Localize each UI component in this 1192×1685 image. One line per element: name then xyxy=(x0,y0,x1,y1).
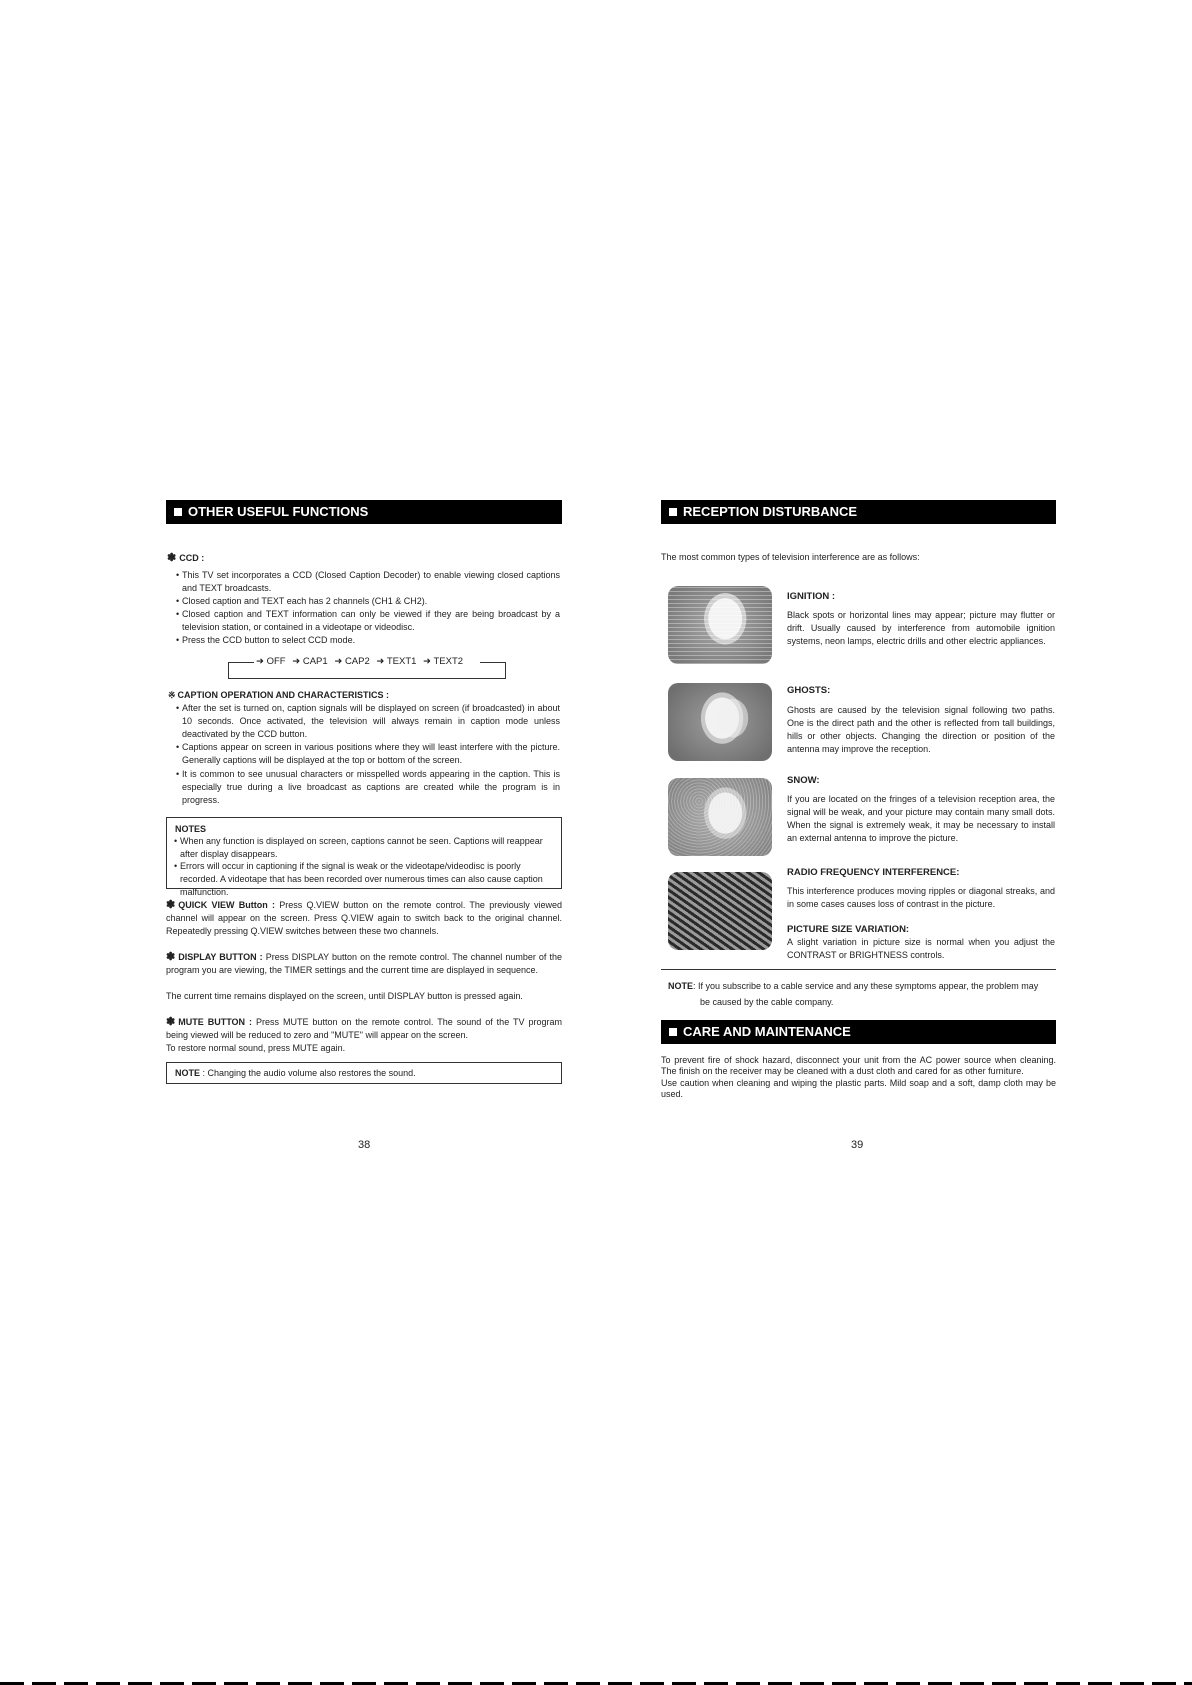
caption-title: ※ CAPTION OPERATION AND CHARACTERISTICS : xyxy=(168,690,390,700)
ghosts-title: GHOSTS: xyxy=(787,685,831,696)
notes-item-1: • When any function is displayed on screen, captions cannot be seen. Captions will reappear after display disappears. xyxy=(180,835,550,861)
mode-text1: TEXT1 xyxy=(386,656,417,667)
cycle-top-line-left xyxy=(228,662,254,663)
care-text-2: Use caution when cleaning and wiping the plastic parts. Mild soap and a soft, damp cloth may be used. xyxy=(661,1078,1056,1099)
ignition-text: Black spots or horizontal lines may appear; picture may flutter or drift. Usually caused by interference from automobile ignition systems, neon lamps, electric drills and other electric appliances. xyxy=(787,610,1055,646)
ccd-bullet-2: • Closed caption and TEXT each has 2 channels (CH1 & CH2). xyxy=(182,595,560,608)
ccd-bullet-1: • This TV set incorporates a CCD (Closed Caption Decoder) to enable viewing closed captions and TEXT broadcasts. xyxy=(182,569,560,595)
picture-size-text: A slight variation in picture size is normal when you adjust the CONTRAST or BRIGHTNESS controls. xyxy=(787,937,1055,960)
snow-photo xyxy=(668,778,772,856)
ignition-title: IGNITION : xyxy=(787,591,836,602)
arrow-right-icon: ➜ xyxy=(292,656,301,667)
care-text-1: To prevent fire of shock hazard, disconnect your unit from the AC power source when cleaning. The finish on the receiver may be cleaned with a dust cloth and cared for as other furniture. xyxy=(661,1055,1056,1076)
notes-box xyxy=(166,817,562,897)
quick-view-paragraph: ✽ QUICK VIEW Button : Press Q.VIEW button on the remote control. The previously viewed channel will appear on the screen. Press Q.VIEW again to switch back to the original channel. Repeatedly pressing Q.VIEW switches between these two channels. xyxy=(166,899,562,936)
ghosts-text: Ghosts are caused by the television signal following two paths. One is the direct path and the other is reflected from tall buildings, hills or other objects. Changing the direction or position of the antenna may improve the reception. xyxy=(787,705,1055,754)
ccd-bullet-3: • Closed caption and TEXT information can only be viewed if they are being broadcast by a television station, or contained in a videotape or videodisc. xyxy=(182,608,560,634)
mode-cap2: CAP2 xyxy=(344,656,370,667)
section-header-care: CARE AND MAINTENANCE xyxy=(661,1020,1056,1044)
reference-mark-icon: ※ xyxy=(168,690,176,700)
star-icon: ✽ xyxy=(167,552,177,564)
mute-extra: To restore normal sound, press MUTE again. xyxy=(166,1043,346,1053)
mode-cap1: CAP1 xyxy=(302,656,328,667)
divider-line xyxy=(661,969,1056,970)
ghosts-photo xyxy=(668,683,772,761)
mode-text2: TEXT2 xyxy=(433,656,464,667)
mode-off: OFF xyxy=(266,656,286,667)
caption-bullet-1: • After the set is turned on, caption signals will be displayed on screen (if broadcasted) in about 10 seconds. Once activated, the television will always remain in caption mode unless deactivated by the CCD button. xyxy=(182,702,560,741)
arrow-right-icon: ➜ xyxy=(376,656,385,667)
reception-intro: The most common types of television interference are as follows: xyxy=(661,552,920,562)
notes-title: NOTES xyxy=(175,824,207,834)
snow-text: If you are located on the fringes of a television reception area, the signal will be weak, and your picture may contain many small dots. When the signal is extremely weak, it may be necessary to install an external antenna to improve the picture. xyxy=(787,794,1055,843)
ccd-bullet-4: • Press the CCD button to select CCD mode. xyxy=(182,634,560,647)
display-paragraph: ✽ DISPLAY BUTTON : Press DISPLAY button on the remote control. The channel number of the program you are viewing, the TIMER settings and the current time are displayed in sequence. xyxy=(166,951,563,975)
note-box-left xyxy=(166,1062,562,1084)
ccd-mode-cycle xyxy=(228,656,506,680)
caption-bullet-3: • It is common to see unusual characters or misspelled words appearing in the caption. This is especially true during a live broadcast as captions are created while the program is in progress. xyxy=(182,768,560,807)
notes-item-2: • Errors will occur in captioning if the signal is weak or the videotape/videodisc is poorly recorded. A videotape that has been recorded over numerous times can also cause caption malfunction. xyxy=(180,860,558,899)
arrow-right-icon: ➜ xyxy=(256,656,264,667)
radio-frequency-title: RADIO FREQUENCY INTERFERENCE: xyxy=(787,867,960,878)
star-icon: ✽ xyxy=(166,1016,176,1028)
mute-paragraph: ✽ MUTE BUTTON : Press MUTE button on the remote control. The sound of the TV program being viewed will be reduced to zero and "MUTE" will appear on the screen. xyxy=(166,1016,563,1040)
page-number-right: 39 xyxy=(851,1139,864,1151)
cable-note: NOTE: If you subscribe to a cable service and any these symptoms appear, the problem may xyxy=(668,981,1039,991)
radio-frequency-photo xyxy=(668,872,772,950)
radio-frequency-text: This interference produces moving ripples or diagonal streaks, and in some cases causes loss of contrast in the picture. xyxy=(787,886,1055,909)
caption-bullet-2: • Captions appear on screen in various positions where they will least interfere with the picture. Generally captions will be displayed at the top or bottom of the screen. xyxy=(182,741,560,767)
cable-note-line2: be caused by the cable company. xyxy=(700,997,834,1007)
arrow-right-icon: ➜ xyxy=(423,656,432,667)
note-text-left: NOTE : Changing the audio volume also restores the sound. xyxy=(175,1068,416,1078)
section-header-other-functions: OTHER USEFUL FUNCTIONS xyxy=(166,500,562,524)
display-extra: The current time remains displayed on the screen, until DISPLAY button is pressed again. xyxy=(166,991,523,1001)
square-bullet-icon xyxy=(174,508,182,516)
star-icon: ✽ xyxy=(166,899,176,911)
square-bullet-icon xyxy=(669,508,677,516)
section-header-reception: RECEPTION DISTURBANCE xyxy=(661,500,1056,524)
star-icon: ✽ xyxy=(166,951,176,963)
ccd-title: ✽ CCD : xyxy=(167,552,205,564)
ignition-photo xyxy=(668,586,772,664)
cycle-top-line-right xyxy=(480,662,505,663)
picture-size-title: PICTURE SIZE VARIATION: xyxy=(787,924,910,935)
cycle-modes xyxy=(256,656,463,668)
snow-title: SNOW: xyxy=(787,775,820,786)
page-number-left: 38 xyxy=(358,1139,371,1151)
arrow-right-icon: ➜ xyxy=(334,656,343,667)
square-bullet-icon xyxy=(669,1028,677,1036)
